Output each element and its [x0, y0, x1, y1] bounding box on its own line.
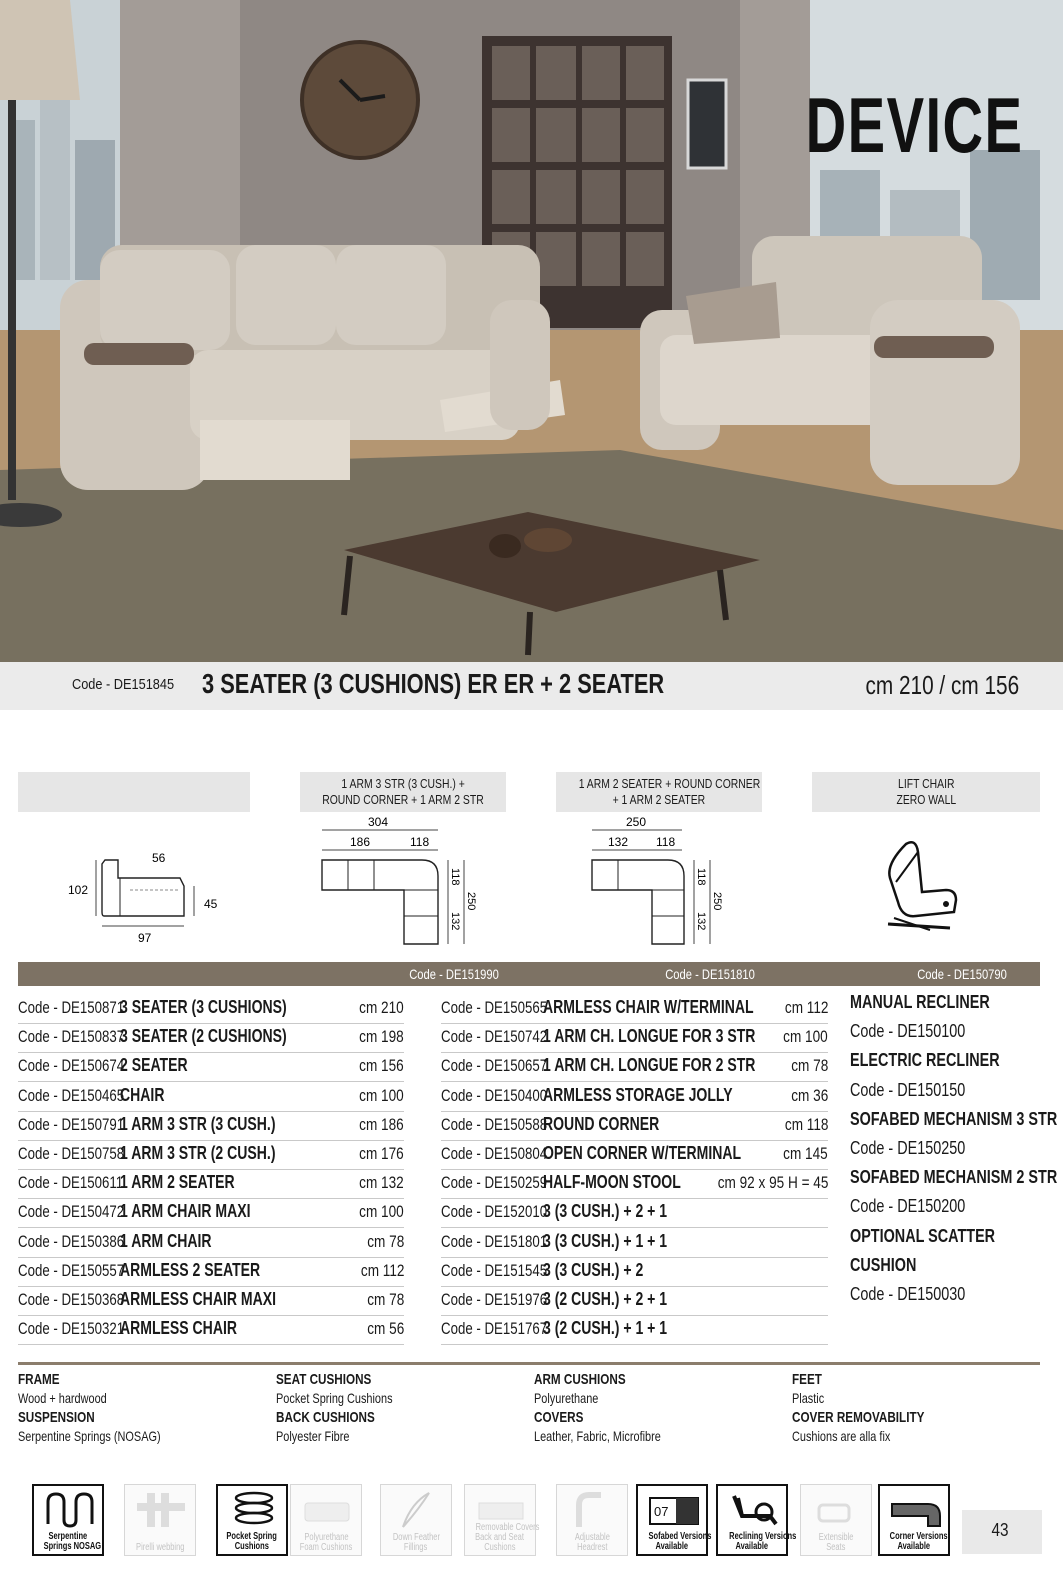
item-name: 3 SEATER (2 CUSHIONS)	[120, 1026, 287, 1047]
spec-column-4: FEET Plastic COVER REMOVABILITY Cushions are alla fix	[792, 1371, 925, 1444]
item-name: ARMLESS CHAIR	[120, 1318, 238, 1339]
mid_list-row	[441, 1286, 828, 1316]
reclining-icon	[716, 1484, 797, 1556]
feature-label: Sofabed Versions Available	[648, 1531, 712, 1552]
item-dimension: cm 92 x 95 H = 45	[717, 1173, 828, 1193]
feature-label: Down Feather Fillings	[392, 1532, 440, 1553]
config-code-lift-chair: Code - DE150790	[917, 966, 1007, 982]
item-dimension: cm 56	[366, 1319, 404, 1339]
config-label-lift-chair: LIFT CHAIR ZERO WALL	[812, 772, 1040, 812]
item-name: ROUND CORNER	[543, 1113, 660, 1134]
lift-chair-icon	[876, 838, 966, 938]
item-name: 3 (3 CUSH.) + 2 + 1	[543, 1201, 668, 1222]
option-heading: ELECTRIC RECLINER	[850, 1050, 1000, 1071]
item-code: Code - DE151545	[441, 1260, 548, 1280]
option-heading: OPTIONAL SCATTER	[850, 1225, 996, 1246]
item-name: 3 (2 CUSH.) + 1 + 1	[543, 1318, 668, 1339]
adjustable-headrest-icon-glyph	[565, 1489, 621, 1529]
mid_list-row	[441, 1169, 828, 1199]
item-code: Code - DE150386	[18, 1231, 125, 1251]
chair-dim-top: 56	[152, 851, 166, 865]
serpentine-springs-icon-glyph	[42, 1490, 98, 1530]
item-name: OPEN CORNER W/TERMINAL	[543, 1143, 742, 1163]
mid_list-row	[441, 1315, 828, 1345]
corner3-dim-total: 304	[368, 815, 389, 829]
item-dimension: cm 145	[783, 1144, 828, 1163]
item-code: Code - DE150565	[441, 998, 548, 1017]
mid_list-row	[441, 1140, 828, 1170]
corner-versions-icon-glyph	[888, 1490, 944, 1530]
feature-label: Corner Versions Available	[889, 1531, 948, 1552]
item-code: Code - DE150791	[18, 1114, 125, 1134]
item-code: Code - DE150400	[441, 1085, 548, 1105]
item-name: 2 SEATER	[120, 1055, 188, 1076]
extensible-seats-icon	[800, 1484, 872, 1556]
item-code: Code - DE150804	[441, 1144, 548, 1163]
feature-label: Pocket Spring Cushions	[226, 1531, 278, 1552]
item-code: Code - DE150588	[441, 1114, 548, 1134]
item-dimension: cm 118	[784, 1114, 828, 1134]
item-name: ARMLESS CHAIR MAXI	[120, 1289, 277, 1309]
item-name: 3 (3 CUSH.) + 2	[543, 1259, 644, 1280]
sofabed-icon-glyph	[646, 1490, 702, 1530]
item-dimension: cm 78	[366, 1290, 404, 1309]
item-name: ARMLESS STORAGE JOLLY	[543, 1084, 733, 1105]
corner3-dim-d: 132	[449, 912, 461, 931]
pocket-spring-icon	[216, 1484, 288, 1556]
item-name: ARMLESS 2 SEATER	[120, 1259, 261, 1280]
main-product-size: cm 210 / cm 156	[865, 670, 1019, 700]
pirelli-webbing-icon-glyph	[133, 1489, 189, 1529]
item-name: 1 ARM 2 SEATER	[120, 1172, 235, 1193]
serpentine-springs-icon	[32, 1484, 104, 1556]
feature-label: Serpentine Springs NOSAG	[43, 1531, 102, 1552]
hero-photo	[0, 0, 1063, 662]
corner2-dim-total: 250	[626, 815, 647, 829]
item-name: 1 ARM 3 STR (2 CUSH.)	[120, 1143, 276, 1163]
removable-covers-icon	[464, 1484, 540, 1556]
item-name: 3 SEATER (3 CUSHIONS)	[120, 997, 287, 1017]
item-code: Code - DE150758	[18, 1144, 125, 1163]
item-dimension: cm 198	[359, 1027, 404, 1047]
option-heading: SOFABED MECHANISM 3 STR	[850, 1108, 1058, 1129]
config-label-corner-3: 1 ARM 3 STR (3 CUSH.) + ROUND CORNER + 1 ARM 2 STR	[300, 772, 506, 812]
config-label-empty	[18, 772, 250, 812]
svg-text:07: 07	[654, 1504, 669, 1519]
item-code: Code - DE150321	[18, 1319, 125, 1339]
left_list-row	[18, 1257, 404, 1287]
option-heading: MANUAL RECLINER	[850, 992, 990, 1012]
option-heading: SOFABED MECHANISM 2 STR	[850, 1167, 1058, 1188]
item-name: 1 ARM CHAIR	[120, 1230, 212, 1251]
item-code: Code - DE150742	[441, 1027, 548, 1047]
option-code: Code - DE150200	[850, 1196, 966, 1217]
item-code: Code - DE152010	[441, 1202, 548, 1222]
spec-column-3: ARM CUSHIONS Polyurethane COVERS Leather, Fabric, Microfibre	[534, 1371, 661, 1444]
item-code: Code - DE150259	[441, 1173, 548, 1193]
item-code: Code - DE150465	[18, 1085, 125, 1105]
page-number: 43	[991, 1520, 1009, 1540]
item-dimension: cm 112	[784, 998, 828, 1017]
wall-picture	[688, 80, 726, 168]
left_list-row	[18, 994, 404, 1024]
corner3-dim-a: 186	[350, 835, 371, 849]
option-code: Code - DE150150	[850, 1079, 966, 1100]
item-name: HALF-MOON STOOL	[543, 1172, 681, 1193]
chair-dim-depth: 102	[68, 883, 89, 897]
chair-side-diagram	[60, 840, 240, 955]
config-code-band	[18, 962, 1040, 986]
mid_list-row	[441, 1228, 828, 1258]
item-dimension: cm 186	[359, 1114, 404, 1134]
corner2-dim-b: 118	[656, 835, 676, 849]
reclining-icon-glyph	[726, 1490, 782, 1530]
left_list-row	[18, 1315, 404, 1345]
corner3-dim-e: 250	[465, 892, 477, 911]
corner2-dim-d: 132	[695, 912, 707, 931]
feature-label: Polyurethane Foam Cushions	[299, 1532, 353, 1553]
item-code: Code - DE151767	[441, 1319, 548, 1339]
item-code: Code - DE151801	[441, 1231, 548, 1251]
left_list-row	[18, 1228, 404, 1258]
item-name: 1 ARM CH. LONGUE FOR 3 STR	[543, 1026, 756, 1047]
item-name: CHAIR	[120, 1084, 165, 1105]
item-code: Code - DE150611	[18, 1173, 124, 1193]
mid_list-row	[441, 1198, 828, 1228]
extensible-seats-icon-glyph	[809, 1489, 865, 1529]
corner2-dim-a: 132	[608, 835, 629, 849]
item-code: Code - DE150368	[18, 1290, 125, 1309]
item-code: Code - DE150472	[18, 1202, 125, 1222]
config-code-corner-2: Code - DE151810	[665, 966, 755, 982]
item-name: 3 (3 CUSH.) + 1 + 1	[543, 1230, 668, 1251]
mid_list-row	[441, 1111, 828, 1141]
feather-icon-glyph	[389, 1489, 445, 1529]
main-product-title: 3 SEATER (3 CUSHIONS) ER ER + 2 SEATER	[202, 668, 665, 699]
item-name: 1 ARM CHAIR MAXI	[120, 1201, 251, 1222]
item-dimension: cm 78	[790, 1056, 828, 1076]
item-code: Code - DE150674	[18, 1056, 125, 1076]
chair-dim-width: 97	[138, 931, 152, 945]
item-dimension: cm 36	[790, 1085, 828, 1105]
item-dimension: cm 176	[359, 1144, 404, 1163]
left_list-row	[18, 1286, 404, 1316]
mid_list-row	[441, 1023, 828, 1053]
option-code: Code - DE150250	[850, 1138, 966, 1158]
item-dimension: cm 100	[359, 1202, 404, 1222]
item-name: 1 ARM 3 STR (3 CUSH.)	[120, 1113, 276, 1134]
item-name: ARMLESS CHAIR W/TERMINAL	[543, 997, 754, 1017]
left_list-row	[18, 1082, 404, 1112]
sofabed-icon	[636, 1484, 712, 1556]
item-dimension: cm 100	[783, 1027, 828, 1047]
config-code-corner-3: Code - DE151990	[409, 966, 499, 982]
item-code: Code - DE150557	[18, 1260, 125, 1280]
mid_list-row	[441, 1052, 828, 1082]
feature-label: Extensible Seats	[818, 1532, 854, 1553]
left_list-row	[18, 1140, 404, 1170]
left_list-row	[18, 1111, 404, 1141]
item-code: Code - DE151976	[441, 1290, 548, 1309]
item-dimension: cm 112	[360, 1260, 404, 1280]
corner2-dim-e: 250	[711, 892, 723, 911]
item-dimension: cm 100	[359, 1085, 404, 1105]
floor-lamp	[0, 0, 80, 100]
item-code: Code - DE150657	[441, 1056, 548, 1076]
item-code: Code - DE150837	[18, 1027, 125, 1047]
corner2-dim-c: 118	[695, 868, 707, 886]
section-divider	[18, 1362, 1040, 1365]
foam-cushion-icon	[290, 1484, 362, 1556]
spec-column-1: FRAME Wood + hardwood SUSPENSION Serpentine Springs (NOSAG)	[18, 1371, 161, 1444]
config-label-corner-2: 1 ARM 2 SEATER + ROUND CORNER + 1 ARM 2 SEATER	[556, 772, 762, 812]
corner-3-seater-diagram	[312, 812, 492, 957]
pirelli-webbing-icon	[124, 1484, 196, 1556]
brand-title: DEVICE	[805, 81, 1023, 169]
left_list-row	[18, 1169, 404, 1199]
feature-label: Adjustable Headrest	[574, 1532, 610, 1553]
main-product-bar	[0, 662, 1063, 710]
item-dimension: cm 78	[366, 1231, 404, 1251]
mid_list-row	[441, 994, 828, 1024]
feather-icon	[380, 1484, 452, 1556]
page-number-box	[962, 1510, 1042, 1554]
mid_list-row	[441, 1082, 828, 1112]
main-product-code: Code - DE151845	[72, 676, 175, 693]
left_list-row	[18, 1198, 404, 1228]
item-dimension: cm 156	[359, 1056, 404, 1076]
item-dimension: cm 132	[359, 1173, 404, 1193]
pocket-spring-icon-glyph	[226, 1490, 282, 1530]
option-code: Code - DE150100	[850, 1021, 966, 1042]
foam-cushion-icon-glyph	[299, 1489, 355, 1529]
item-name: 3 (2 CUSH.) + 2 + 1	[543, 1289, 668, 1309]
spec-column-2: SEAT CUSHIONS Pocket Spring Cushions BACK CUSHIONS Polyester Fibre	[276, 1371, 393, 1444]
corner3-dim-c: 118	[449, 868, 461, 886]
option-code: Code - DE150030	[850, 1284, 966, 1304]
option-heading: CUSHION	[850, 1254, 917, 1275]
left_list-row	[18, 1052, 404, 1082]
item-dimension: cm 210	[359, 998, 404, 1017]
mid_list-row	[441, 1257, 828, 1287]
left_list-row	[18, 1023, 404, 1053]
item-name: 1 ARM CH. LONGUE FOR 2 STR	[543, 1055, 756, 1076]
feature-label: Removable Covers Back and Seat Cushions	[475, 1522, 540, 1553]
feature-label: Reclining Versions Available	[729, 1531, 797, 1552]
adjustable-headrest-icon	[556, 1484, 628, 1556]
item-code: Code - DE150871	[18, 998, 125, 1017]
corner-2-seater-diagram	[582, 812, 762, 957]
corner-versions-icon	[878, 1484, 950, 1556]
corner3-dim-b: 118	[410, 835, 430, 849]
chair-dim-height: 45	[204, 897, 218, 911]
feature-label: Pirelli webbing	[135, 1542, 185, 1553]
